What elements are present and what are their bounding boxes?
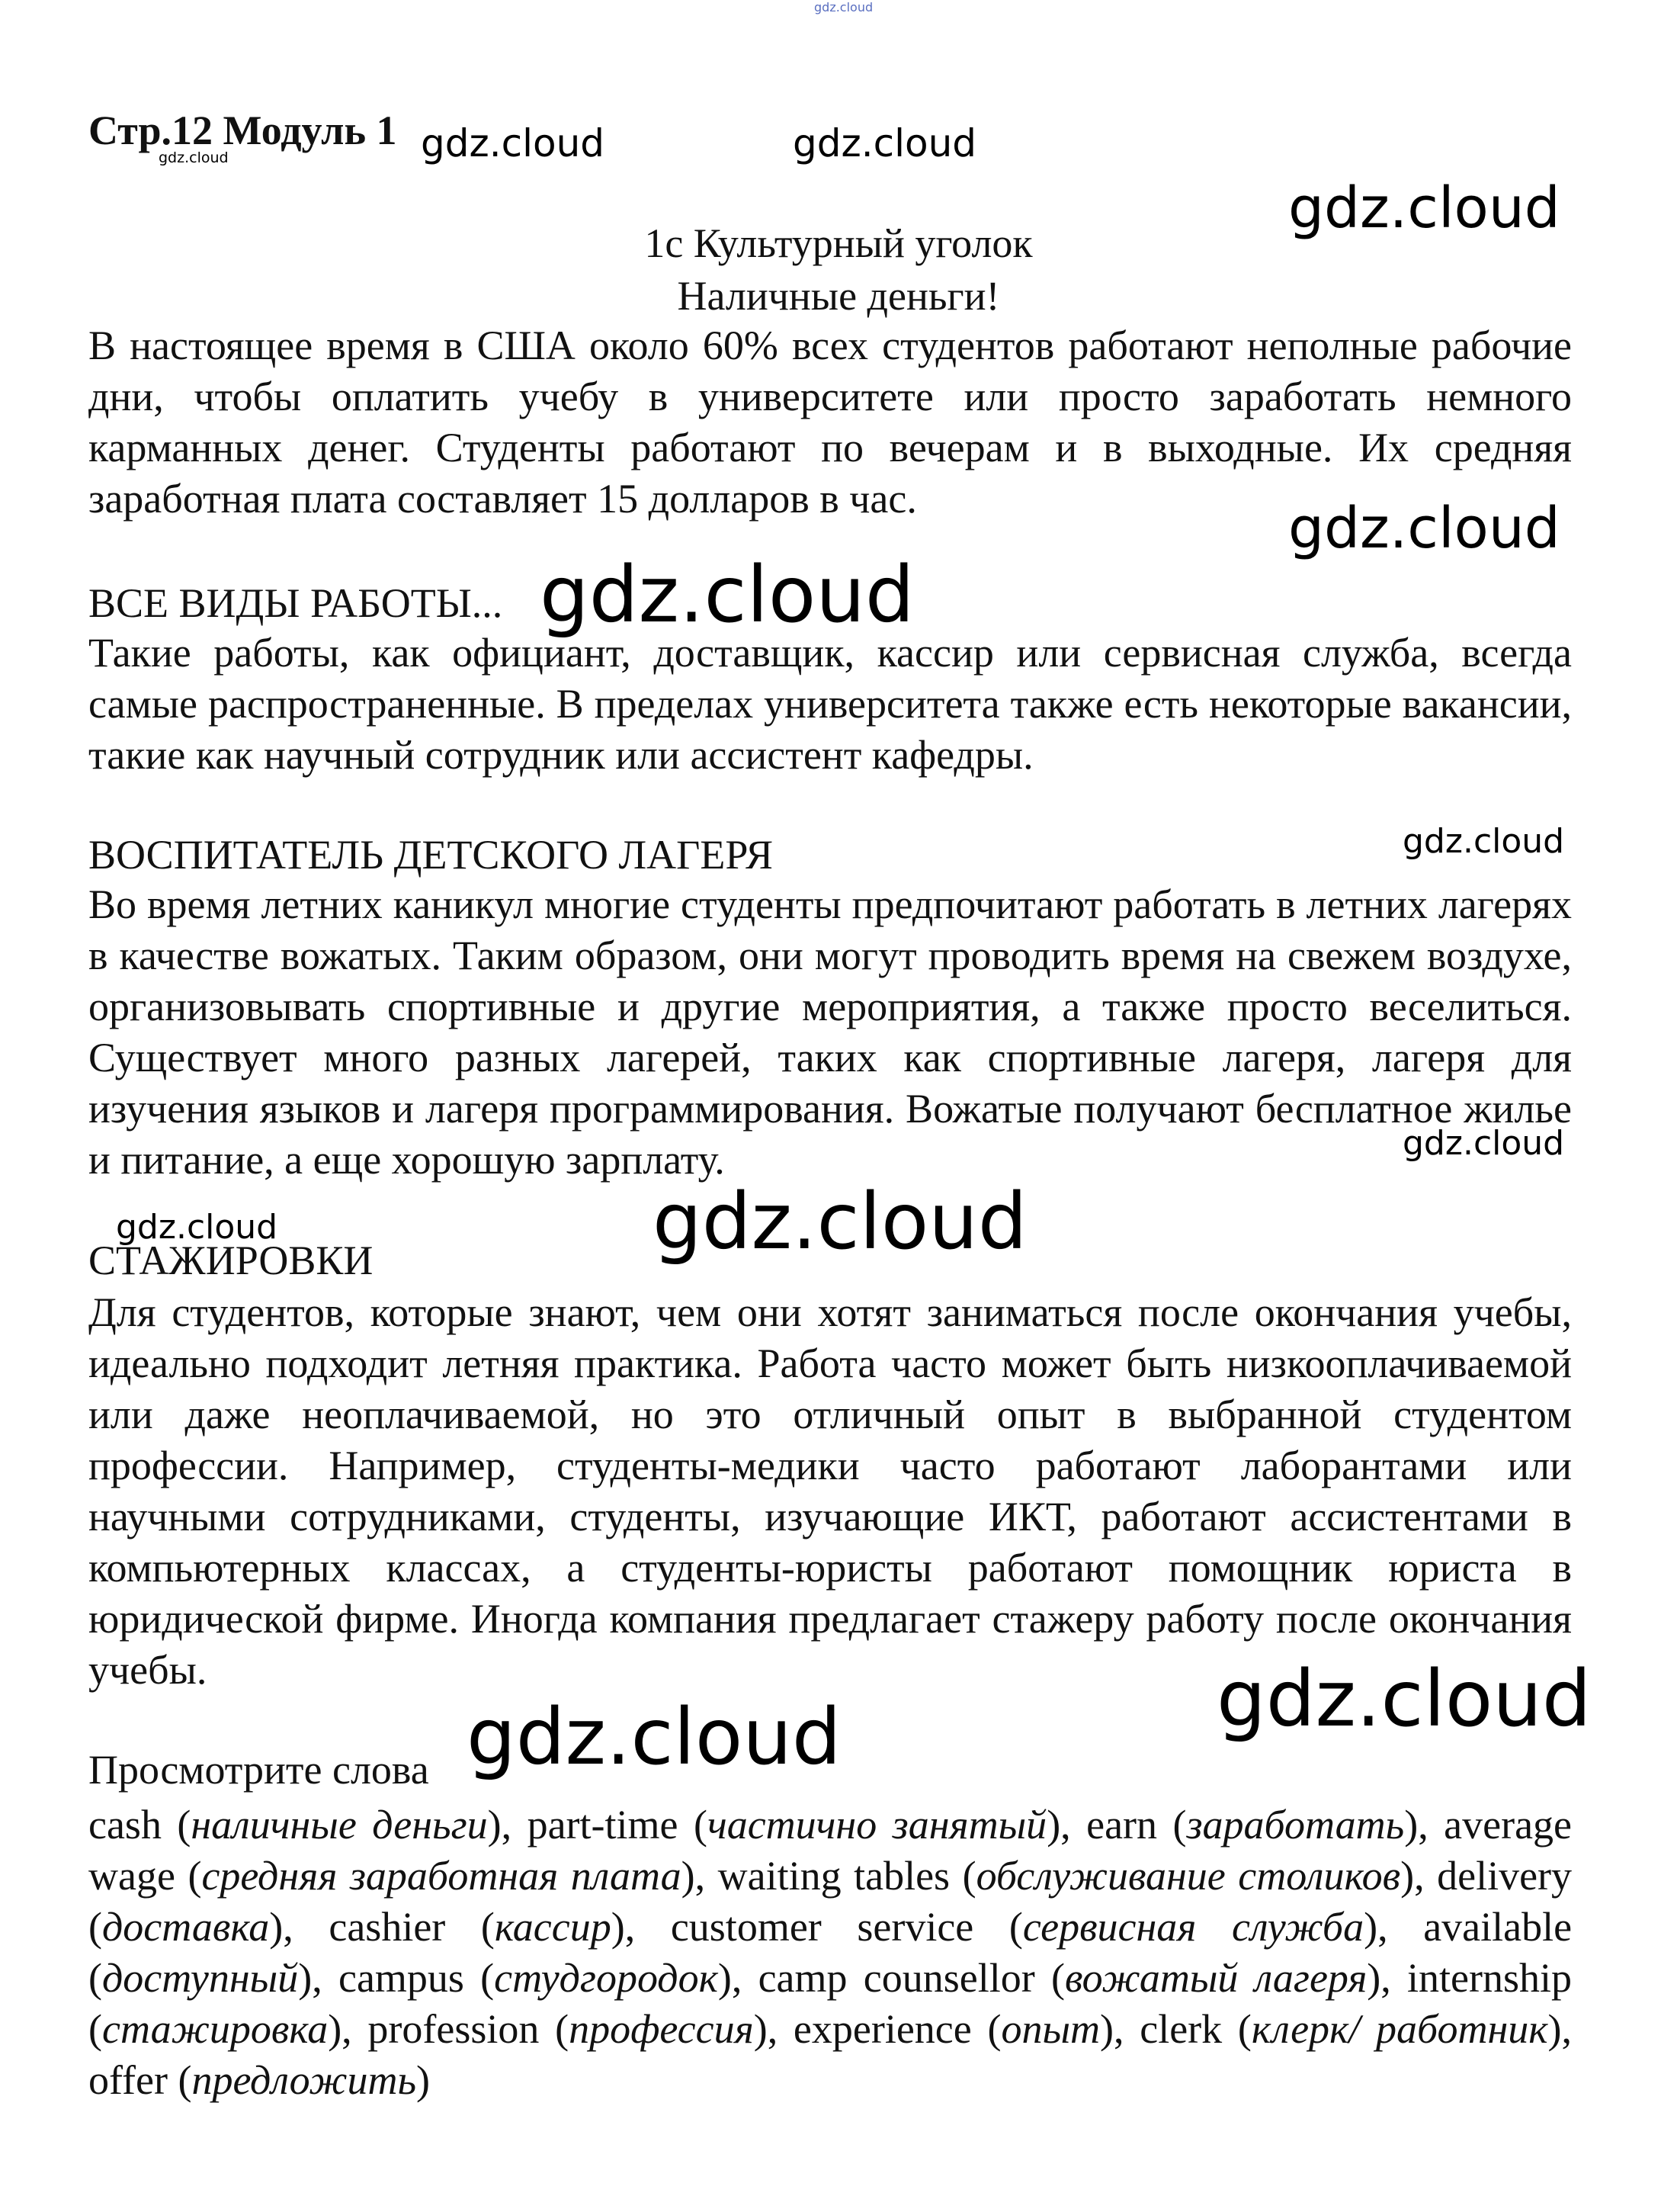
vocab-word: profession [367,2006,540,2052]
watermark: gdz.cloud [421,121,605,165]
vocab-translation: стажировка [101,2006,329,2052]
watermark: gdz.cloud [1288,496,1560,561]
watermark: gdz.cloud [814,0,874,14]
vocab-word: cashier [329,1904,446,1950]
vocab-translation: средняя заработная плата [201,1853,681,1899]
watermark: gdz.cloud [159,149,229,166]
vocab-word: campus [338,1955,464,2001]
vocab-word: offer [88,2057,168,2103]
section-heading-internships: СТАЖИРОВКИ [88,1238,374,1283]
vocabulary-list: cash (наличные деньги), part-time (частично занятый), earn (заработать), average wage (средняя заработная плата), waiting tables (обслуживание столиков), delivery (доставка), cashier (кассир), customer service (сервисная служба), available (доступный), campus (студгородок), camp counsellor (вожатый лагеря), internship (стажировка), profession (профессия), experience (опыт), clerk (клерк/ работник), offer (предложить) [88,1802,1573,2103]
page-title: Наличные деньги! [677,273,1000,319]
vocab-translation: профессия [569,2006,754,2052]
vocab-translation: доступный [101,1955,299,2001]
watermark: gdz.cloud [793,121,977,165]
vocab-word: delivery [1437,1853,1573,1899]
vocabulary-title: Просмотрите слова [88,1747,429,1793]
vocab-translation: клерк/ работник [1251,2006,1548,2052]
vocab-word: average wage [88,1802,1573,1899]
vocab-translation: обслуживание столиков [976,1853,1401,1899]
watermark: gdz.cloud [467,1692,842,1783]
vocab-word: customer service [670,1904,974,1950]
section-heading-all-jobs: ВСЕ ВИДЫ РАБОТЫ... [88,580,503,626]
vocab-word: clerk [1140,2006,1223,2052]
watermark: gdz.cloud [653,1177,1028,1267]
vocab-word: available [1423,1904,1573,1950]
vocab-translation: кассир [494,1904,611,1950]
vocab-translation: вожатый лагеря [1064,1955,1368,2001]
vocab-translation: заработать [1186,1802,1405,1848]
vocab-translation: студгородок [494,1955,718,2001]
section-text-internships: Для студентов, которые знают, чем они хотят заниматься после окончания учебы, идеально подходит летняя практика. Работа часто может быть низкооплачиваемой или даже неоплачиваемой, но это отличный опыт в выбранной студентом профессии. Например, студенты-медики часто работают лаборантами или научными сотрудниками, студенты, изучающие ИКТ, работают ассистентами в компьютерных классах, а студенты-юристы работают помощник юриста в юридической фирме. Иногда компания предлагает стажеру работу после окончания учебы. [88,1289,1572,1693]
vocab-word: internship [1407,1955,1573,2001]
vocab-word: cash [88,1802,162,1848]
vocab-word: part-time [527,1802,678,1848]
vocab-word: waiting tables [717,1853,951,1899]
intro-paragraph: В настоящее время в США около 60% всех студентов работают неполные рабочие дни, чтобы оплатить учебу в университете или просто заработать немного карманных денег. Студенты работают по вечерам и в выходные. Их средняя заработная плата составляет 15 долларов в час. [88,323,1572,522]
watermark: gdz.cloud [540,550,915,640]
section-label: 1c Культурный уголок [644,220,1033,266]
vocab-word: earn [1086,1802,1158,1848]
watermark: gdz.cloud [1403,1124,1565,1163]
vocab-translation: опыт [1001,2006,1101,2052]
vocab-translation: частично занятый [707,1802,1047,1848]
section-heading-camp: ВОСПИТАТЕЛЬ ДЕТСКОГО ЛАГЕРЯ [88,832,773,878]
vocab-word: camp counsellor [758,1955,1035,2001]
vocab-translation: наличные деньги [191,1802,488,1848]
watermark: gdz.cloud [1403,822,1565,861]
vocab-translation: сервисная служба [1022,1904,1364,1950]
page-header: Стр.12 Модуль 1 [88,108,397,153]
watermark: gdz.cloud [116,1208,278,1247]
section-text-all-jobs: Такие работы, как официант, доставщик, кассир или сервисная служба, всегда самые распространенные. В пределах университета также есть некоторые вакансии, такие как научный сотрудник или ассистент кафедры. [88,630,1572,778]
section-text-camp: Во время летних каникул многие студенты предпочитают работать в летних лагерях в качестве вожатых. Таким образом, они могут проводить время на свежем воздухе, организовывать спортивные и другие мероприятия, а также просто веселиться. Существует много разных лагерей, таких как спортивные лагеря, лагеря для изучения языков и лагеря программирования. Вожатые получают бесплатное жилье и питание, а еще хорошую зарплату. [88,881,1572,1183]
vocab-translation: доставка [101,1904,270,1950]
watermark: gdz.cloud [1288,175,1560,241]
vocab-word: experience [793,2006,972,2052]
watermark: gdz.cloud [1217,1654,1592,1745]
vocab-translation: предложить [191,2057,417,2103]
